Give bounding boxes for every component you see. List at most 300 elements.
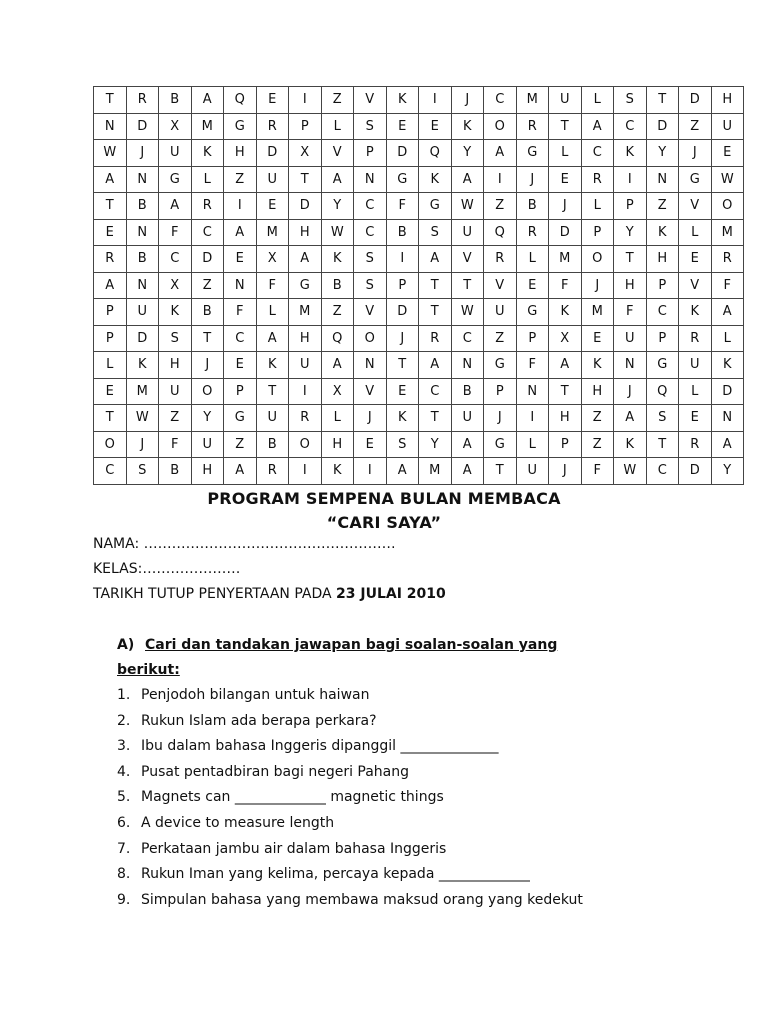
grid-cell[interactable]: D [679, 458, 712, 485]
grid-cell[interactable]: C [354, 193, 387, 220]
grid-cell[interactable]: J [126, 140, 159, 167]
grid-cell[interactable]: E [256, 193, 289, 220]
grid-cell[interactable]: J [354, 405, 387, 432]
grid-cell[interactable]: A [289, 246, 322, 273]
grid-cell[interactable]: A [419, 246, 452, 273]
grid-cell[interactable]: Y [711, 458, 744, 485]
grid-cell[interactable]: P [581, 219, 614, 246]
grid-cell[interactable]: L [581, 87, 614, 114]
grid-cell[interactable]: A [711, 299, 744, 326]
grid-cell[interactable]: H [289, 219, 322, 246]
grid-cell[interactable]: G [516, 299, 549, 326]
grid-cell[interactable]: E [386, 378, 419, 405]
grid-cell[interactable]: W [94, 140, 127, 167]
grid-cell[interactable]: K [126, 352, 159, 379]
grid-cell[interactable]: E [549, 166, 582, 193]
grid-cell[interactable]: B [159, 87, 192, 114]
grid-cell[interactable]: Q [224, 87, 257, 114]
grid-cell[interactable]: E [94, 378, 127, 405]
grid-cell[interactable]: J [386, 325, 419, 352]
grid-cell[interactable]: I [354, 458, 387, 485]
grid-cell[interactable]: V [679, 272, 712, 299]
grid-cell[interactable]: H [224, 140, 257, 167]
grid-cell[interactable]: N [126, 272, 159, 299]
grid-cell[interactable]: F [224, 299, 257, 326]
grid-cell[interactable]: N [126, 219, 159, 246]
grid-cell[interactable]: B [191, 299, 224, 326]
grid-cell[interactable]: A [484, 140, 517, 167]
grid-cell[interactable]: R [516, 219, 549, 246]
grid-cell[interactable]: U [679, 352, 712, 379]
grid-cell[interactable]: P [386, 272, 419, 299]
grid-cell[interactable]: T [386, 352, 419, 379]
grid-cell[interactable]: P [646, 325, 679, 352]
grid-cell[interactable]: F [711, 272, 744, 299]
grid-cell[interactable]: J [549, 193, 582, 220]
grid-cell[interactable]: Z [321, 299, 354, 326]
grid-cell[interactable]: C [419, 378, 452, 405]
grid-cell[interactable]: T [451, 272, 484, 299]
grid-cell[interactable]: M [289, 299, 322, 326]
grid-cell[interactable]: P [224, 378, 257, 405]
grid-cell[interactable]: R [256, 458, 289, 485]
grid-cell[interactable]: Y [614, 219, 647, 246]
grid-cell[interactable]: N [646, 166, 679, 193]
grid-cell[interactable]: O [191, 378, 224, 405]
grid-cell[interactable]: V [354, 299, 387, 326]
grid-cell[interactable]: W [614, 458, 647, 485]
question-answer-blank[interactable]: ______________ [400, 738, 499, 755]
grid-cell[interactable]: J [581, 272, 614, 299]
grid-cell[interactable]: T [191, 325, 224, 352]
grid-cell[interactable]: F [386, 193, 419, 220]
grid-cell[interactable]: A [451, 458, 484, 485]
grid-cell[interactable]: Y [191, 405, 224, 432]
grid-cell[interactable]: Q [321, 325, 354, 352]
grid-cell[interactable]: G [484, 352, 517, 379]
grid-cell[interactable]: J [451, 87, 484, 114]
grid-cell[interactable]: U [451, 219, 484, 246]
grid-cell[interactable]: O [354, 325, 387, 352]
grid-cell[interactable]: K [679, 299, 712, 326]
grid-cell[interactable]: U [126, 299, 159, 326]
grid-cell[interactable]: L [191, 166, 224, 193]
grid-cell[interactable]: P [94, 325, 127, 352]
grid-cell[interactable]: B [516, 193, 549, 220]
grid-cell[interactable]: I [614, 166, 647, 193]
grid-cell[interactable]: C [646, 458, 679, 485]
grid-cell[interactable]: R [679, 325, 712, 352]
grid-cell[interactable]: V [484, 272, 517, 299]
grid-cell[interactable]: N [711, 405, 744, 432]
grid-cell[interactable]: X [159, 272, 192, 299]
grid-cell[interactable]: R [516, 113, 549, 140]
grid-cell[interactable]: E [679, 405, 712, 432]
grid-cell[interactable]: A [224, 219, 257, 246]
grid-cell[interactable]: P [646, 272, 679, 299]
grid-cell[interactable]: A [94, 166, 127, 193]
grid-cell[interactable]: T [646, 87, 679, 114]
grid-cell[interactable]: T [94, 87, 127, 114]
grid-cell[interactable]: S [126, 458, 159, 485]
grid-cell[interactable]: C [354, 219, 387, 246]
grid-cell[interactable]: B [256, 431, 289, 458]
grid-cell[interactable]: H [321, 431, 354, 458]
grid-cell[interactable]: T [289, 166, 322, 193]
grid-cell[interactable]: S [354, 246, 387, 273]
grid-cell[interactable]: W [321, 219, 354, 246]
grid-cell[interactable]: J [516, 166, 549, 193]
grid-cell[interactable]: E [679, 246, 712, 273]
grid-cell[interactable]: H [159, 352, 192, 379]
grid-cell[interactable]: U [549, 87, 582, 114]
grid-cell[interactable]: L [549, 140, 582, 167]
grid-cell[interactable]: A [419, 352, 452, 379]
grid-cell[interactable]: U [516, 458, 549, 485]
grid-cell[interactable]: D [386, 140, 419, 167]
grid-cell[interactable]: M [549, 246, 582, 273]
grid-cell[interactable]: K [386, 405, 419, 432]
grid-cell[interactable]: A [321, 352, 354, 379]
grid-cell[interactable]: F [549, 272, 582, 299]
grid-cell[interactable]: H [289, 325, 322, 352]
grid-cell[interactable]: A [94, 272, 127, 299]
grid-cell[interactable]: K [581, 352, 614, 379]
grid-cell[interactable]: X [256, 246, 289, 273]
grid-cell[interactable]: K [614, 431, 647, 458]
grid-cell[interactable]: G [516, 140, 549, 167]
grid-cell[interactable]: M [256, 219, 289, 246]
grid-cell[interactable]: T [419, 272, 452, 299]
grid-cell[interactable]: A [451, 166, 484, 193]
grid-cell[interactable]: R [679, 431, 712, 458]
grid-cell[interactable]: I [224, 193, 257, 220]
grid-cell[interactable]: H [711, 87, 744, 114]
grid-cell[interactable]: D [646, 113, 679, 140]
grid-cell[interactable]: E [419, 113, 452, 140]
grid-cell[interactable]: J [614, 378, 647, 405]
grid-cell[interactable]: D [289, 193, 322, 220]
grid-cell[interactable]: K [614, 140, 647, 167]
grid-cell[interactable]: N [126, 166, 159, 193]
grid-cell[interactable]: Z [484, 325, 517, 352]
grid-cell[interactable]: C [581, 140, 614, 167]
grid-cell[interactable]: X [289, 140, 322, 167]
grid-cell[interactable]: P [289, 113, 322, 140]
grid-cell[interactable]: T [419, 405, 452, 432]
grid-cell[interactable]: U [191, 431, 224, 458]
grid-cell[interactable]: V [354, 378, 387, 405]
grid-cell[interactable]: R [711, 246, 744, 273]
grid-cell[interactable]: U [711, 113, 744, 140]
grid-cell[interactable]: V [321, 140, 354, 167]
grid-cell[interactable]: A [256, 325, 289, 352]
grid-cell[interactable]: F [159, 431, 192, 458]
grid-cell[interactable]: H [646, 246, 679, 273]
grid-cell[interactable]: P [549, 431, 582, 458]
grid-cell[interactable]: R [256, 113, 289, 140]
grid-cell[interactable]: B [126, 193, 159, 220]
grid-cell[interactable]: T [646, 431, 679, 458]
grid-cell[interactable]: C [191, 219, 224, 246]
grid-cell[interactable]: B [159, 458, 192, 485]
grid-cell[interactable]: J [679, 140, 712, 167]
grid-cell[interactable]: P [516, 325, 549, 352]
grid-cell[interactable]: P [94, 299, 127, 326]
grid-cell[interactable]: E [224, 246, 257, 273]
grid-cell[interactable]: Q [646, 378, 679, 405]
grid-cell[interactable]: A [224, 458, 257, 485]
grid-cell[interactable]: T [614, 246, 647, 273]
grid-cell[interactable]: E [516, 272, 549, 299]
grid-cell[interactable]: E [581, 325, 614, 352]
grid-cell[interactable]: M [191, 113, 224, 140]
grid-cell[interactable]: G [679, 166, 712, 193]
grid-cell[interactable]: T [94, 193, 127, 220]
grid-cell[interactable]: I [386, 246, 419, 273]
grid-cell[interactable]: C [159, 246, 192, 273]
grid-cell[interactable]: I [289, 458, 322, 485]
grid-cell[interactable]: D [126, 325, 159, 352]
grid-cell[interactable]: Z [224, 431, 257, 458]
grid-cell[interactable]: U [484, 299, 517, 326]
grid-cell[interactable]: L [679, 378, 712, 405]
grid-cell[interactable]: N [94, 113, 127, 140]
grid-cell[interactable]: U [159, 378, 192, 405]
grid-cell[interactable]: M [516, 87, 549, 114]
grid-cell[interactable]: M [126, 378, 159, 405]
grid-cell[interactable]: R [419, 325, 452, 352]
grid-cell[interactable]: H [581, 378, 614, 405]
grid-cell[interactable]: V [451, 246, 484, 273]
grid-cell[interactable]: H [549, 405, 582, 432]
grid-cell[interactable]: L [321, 113, 354, 140]
grid-cell[interactable]: E [224, 352, 257, 379]
grid-cell[interactable]: K [191, 140, 224, 167]
grid-cell[interactable]: O [711, 193, 744, 220]
grid-cell[interactable]: B [386, 219, 419, 246]
grid-cell[interactable]: C [484, 87, 517, 114]
grid-cell[interactable]: E [386, 113, 419, 140]
grid-cell[interactable]: M [581, 299, 614, 326]
grid-cell[interactable]: A [191, 87, 224, 114]
grid-cell[interactable]: T [549, 113, 582, 140]
grid-cell[interactable]: J [549, 458, 582, 485]
grid-cell[interactable]: R [126, 87, 159, 114]
grid-cell[interactable]: N [224, 272, 257, 299]
grid-cell[interactable]: F [256, 272, 289, 299]
grid-cell[interactable]: Z [321, 87, 354, 114]
grid-cell[interactable]: T [419, 299, 452, 326]
grid-cell[interactable]: Z [191, 272, 224, 299]
grid-cell[interactable]: D [549, 219, 582, 246]
grid-cell[interactable]: K [711, 352, 744, 379]
grid-cell[interactable]: G [386, 166, 419, 193]
grid-cell[interactable]: H [614, 272, 647, 299]
grid-cell[interactable]: B [451, 378, 484, 405]
grid-cell[interactable]: Q [484, 219, 517, 246]
grid-cell[interactable]: I [289, 378, 322, 405]
question-answer-blank[interactable]: _____________ [438, 866, 530, 883]
grid-cell[interactable]: O [581, 246, 614, 273]
grid-cell[interactable]: A [386, 458, 419, 485]
grid-cell[interactable]: F [516, 352, 549, 379]
grid-cell[interactable]: P [484, 378, 517, 405]
grid-cell[interactable]: T [94, 405, 127, 432]
grid-cell[interactable]: F [581, 458, 614, 485]
grid-cell[interactable]: R [94, 246, 127, 273]
grid-cell[interactable]: G [646, 352, 679, 379]
grid-cell[interactable]: W [126, 405, 159, 432]
grid-cell[interactable]: P [354, 140, 387, 167]
grid-cell[interactable]: Y [321, 193, 354, 220]
grid-cell[interactable]: S [159, 325, 192, 352]
grid-cell[interactable]: U [614, 325, 647, 352]
grid-cell[interactable]: A [451, 431, 484, 458]
grid-cell[interactable]: N [354, 166, 387, 193]
grid-cell[interactable]: J [484, 405, 517, 432]
grid-cell[interactable]: G [484, 431, 517, 458]
grid-cell[interactable]: E [94, 219, 127, 246]
grid-cell[interactable]: K [549, 299, 582, 326]
grid-cell[interactable]: G [224, 113, 257, 140]
grid-cell[interactable]: C [646, 299, 679, 326]
grid-cell[interactable]: K [159, 299, 192, 326]
grid-cell[interactable]: L [516, 431, 549, 458]
grid-cell[interactable]: N [614, 352, 647, 379]
grid-cell[interactable]: L [516, 246, 549, 273]
grid-cell[interactable]: V [679, 193, 712, 220]
grid-cell[interactable]: O [94, 431, 127, 458]
grid-cell[interactable]: A [581, 113, 614, 140]
grid-cell[interactable]: R [289, 405, 322, 432]
grid-cell[interactable]: I [419, 87, 452, 114]
grid-cell[interactable]: F [159, 219, 192, 246]
grid-cell[interactable]: O [289, 431, 322, 458]
grid-cell[interactable]: S [419, 219, 452, 246]
grid-cell[interactable]: U [256, 166, 289, 193]
grid-cell[interactable]: Z [646, 193, 679, 220]
grid-cell[interactable]: R [581, 166, 614, 193]
grid-cell[interactable]: K [256, 352, 289, 379]
grid-cell[interactable]: R [484, 246, 517, 273]
grid-cell[interactable]: C [94, 458, 127, 485]
grid-cell[interactable]: E [256, 87, 289, 114]
grid-cell[interactable]: L [94, 352, 127, 379]
grid-cell[interactable]: L [679, 219, 712, 246]
grid-cell[interactable]: L [711, 325, 744, 352]
grid-cell[interactable]: V [354, 87, 387, 114]
grid-cell[interactable]: R [191, 193, 224, 220]
grid-cell[interactable]: I [484, 166, 517, 193]
grid-cell[interactable]: G [419, 193, 452, 220]
grid-cell[interactable]: L [256, 299, 289, 326]
grid-cell[interactable]: Y [419, 431, 452, 458]
grid-cell[interactable]: Z [581, 405, 614, 432]
grid-cell[interactable]: A [549, 352, 582, 379]
grid-cell[interactable]: J [126, 431, 159, 458]
grid-cell[interactable]: T [549, 378, 582, 405]
grid-cell[interactable]: Z [581, 431, 614, 458]
grid-cell[interactable]: N [354, 352, 387, 379]
grid-cell[interactable]: D [126, 113, 159, 140]
grid-cell[interactable]: C [451, 325, 484, 352]
grid-cell[interactable]: Y [646, 140, 679, 167]
grid-cell[interactable]: Z [224, 166, 257, 193]
grid-cell[interactable]: D [711, 378, 744, 405]
grid-cell[interactable]: Y [451, 140, 484, 167]
grid-cell[interactable]: D [191, 246, 224, 273]
grid-cell[interactable]: F [614, 299, 647, 326]
grid-cell[interactable]: K [646, 219, 679, 246]
grid-cell[interactable]: E [354, 431, 387, 458]
grid-cell[interactable]: N [451, 352, 484, 379]
grid-cell[interactable]: W [711, 166, 744, 193]
question-answer-blank[interactable]: _____________ magnetic things [234, 789, 444, 806]
grid-cell[interactable]: Q [419, 140, 452, 167]
grid-cell[interactable]: A [614, 405, 647, 432]
grid-cell[interactable]: A [711, 431, 744, 458]
grid-cell[interactable]: A [321, 166, 354, 193]
grid-cell[interactable]: U [159, 140, 192, 167]
grid-cell[interactable]: G [289, 272, 322, 299]
grid-cell[interactable]: X [549, 325, 582, 352]
grid-cell[interactable]: M [711, 219, 744, 246]
grid-cell[interactable]: S [646, 405, 679, 432]
grid-cell[interactable]: G [159, 166, 192, 193]
grid-cell[interactable]: K [451, 113, 484, 140]
grid-cell[interactable]: P [614, 193, 647, 220]
grid-cell[interactable]: T [256, 378, 289, 405]
grid-cell[interactable]: C [614, 113, 647, 140]
grid-cell[interactable]: K [386, 87, 419, 114]
grid-cell[interactable]: M [419, 458, 452, 485]
grid-cell[interactable]: K [419, 166, 452, 193]
grid-cell[interactable]: K [321, 458, 354, 485]
grid-cell[interactable]: I [289, 87, 322, 114]
grid-cell[interactable]: W [451, 193, 484, 220]
grid-cell[interactable]: H [191, 458, 224, 485]
grid-cell[interactable]: C [224, 325, 257, 352]
grid-cell[interactable]: B [126, 246, 159, 273]
grid-cell[interactable]: Z [159, 405, 192, 432]
grid-cell[interactable]: U [289, 352, 322, 379]
grid-cell[interactable]: J [191, 352, 224, 379]
grid-cell[interactable]: B [321, 272, 354, 299]
grid-cell[interactable]: W [451, 299, 484, 326]
grid-cell[interactable]: X [159, 113, 192, 140]
grid-cell[interactable]: K [321, 246, 354, 273]
grid-cell[interactable]: T [484, 458, 517, 485]
grid-cell[interactable]: S [354, 113, 387, 140]
grid-cell[interactable]: E [711, 140, 744, 167]
grid-cell[interactable]: Z [484, 193, 517, 220]
grid-cell[interactable]: U [256, 405, 289, 432]
grid-cell[interactable]: D [679, 87, 712, 114]
grid-cell[interactable]: X [321, 378, 354, 405]
grid-cell[interactable]: S [386, 431, 419, 458]
grid-cell[interactable]: D [256, 140, 289, 167]
grid-cell[interactable]: L [321, 405, 354, 432]
grid-cell[interactable]: A [159, 193, 192, 220]
grid-cell[interactable]: I [516, 405, 549, 432]
grid-cell[interactable]: U [451, 405, 484, 432]
grid-cell[interactable]: O [484, 113, 517, 140]
grid-cell[interactable]: Z [679, 113, 712, 140]
grid-cell[interactable]: G [224, 405, 257, 432]
grid-cell[interactable]: L [581, 193, 614, 220]
grid-cell[interactable]: S [614, 87, 647, 114]
